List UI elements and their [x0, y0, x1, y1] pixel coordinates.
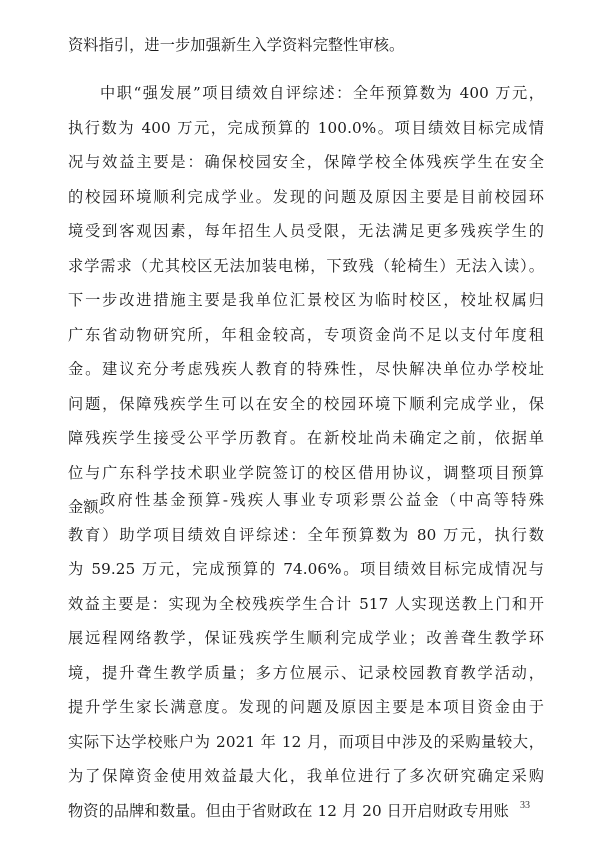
- page-number: 33: [520, 800, 530, 811]
- text-line: 政府性基金预算-残疾人事业专项彩票公益金（中高等特殊: [100, 491, 544, 509]
- text-line: 教育）助学项目绩效自评综述：全年预算数为 80 万元，执行数: [68, 525, 544, 544]
- text-line: 执行数为 400 万元，完成预算的 100.0%。项目绩效目标完成情: [68, 118, 544, 137]
- text-line: 下一步改进措施主要是我单位汇景校区为临时校区，校址权属归: [68, 291, 544, 309]
- text-line: 金额。: [68, 498, 114, 516]
- text-line: 效益主要是：实现为全校残疾学生合计 517 人实现送教上门和开: [68, 594, 544, 613]
- text-line: 问题，保障残疾学生可以在安全的校园环境下顺利完成学业，保: [68, 394, 544, 413]
- paragraph-lottery-fund-project: [68, 483, 544, 828]
- text-line: 展远程网络教学，保证残疾学生顺利完成学业；改善聋生教学环: [68, 629, 544, 647]
- text-line: 求学需求（尤其校区无法加装电梯，下致残（轮椅生）无法入读）。: [68, 256, 544, 275]
- text-line: 金。建议充分考虑残疾人教育的特殊性，尽快解决单位办学校址: [68, 360, 544, 378]
- text-line: 障残疾学生接受公平学历教育。在新校址尚未确定之前，依据单: [68, 429, 544, 447]
- text-line: 提升学生家长满意度。发现的问题及原因主要是本项目资金由于: [68, 698, 544, 716]
- text-line: 物资的品牌和数量。但由于省财政在 12 月 20 日开启财政专用账: [68, 801, 509, 820]
- text-line: 境，提升聋生教学质量；多方位展示、记录校园教育教学活动，: [68, 663, 544, 682]
- text-line: 的校园环境顺利完成学业。发现的问题及原因主要是目前校园环: [68, 187, 544, 206]
- paragraph-intro: [68, 28, 544, 63]
- text-line: 位与广东科学技术职业学院签订的校区借用协议，调整项目预算: [68, 463, 544, 482]
- text-line: 为了保障资金使用效益最大化，我单位进行了多次研究确定采购: [68, 767, 544, 785]
- text-line: 为 59.25 万元，完成预算的 74.06%。项目绩效目标完成情况与: [68, 560, 544, 578]
- text-line: 实际下达学校账户为 2021 年 12 月，而项目中涉及的采购量较大，: [68, 732, 544, 751]
- text-line: 境受到客观因素，每年招生人员受限，无法满足更多残疾学生的: [68, 222, 544, 240]
- text-line: 资料指引，进一步加强新生入学资料完整性审核。: [68, 36, 405, 54]
- text-line: 广东省动物研究所，年租金较高，专项资金尚不足以支付年度租: [68, 325, 544, 344]
- text-line: 中职“强发展”项目绩效自评综述：全年预算数为 400 万元，: [100, 84, 544, 102]
- paragraph-vocational-project: [68, 76, 544, 525]
- text-line: 况与效益主要是：确保校园安全，保障学校全体残疾学生在安全: [68, 153, 544, 171]
